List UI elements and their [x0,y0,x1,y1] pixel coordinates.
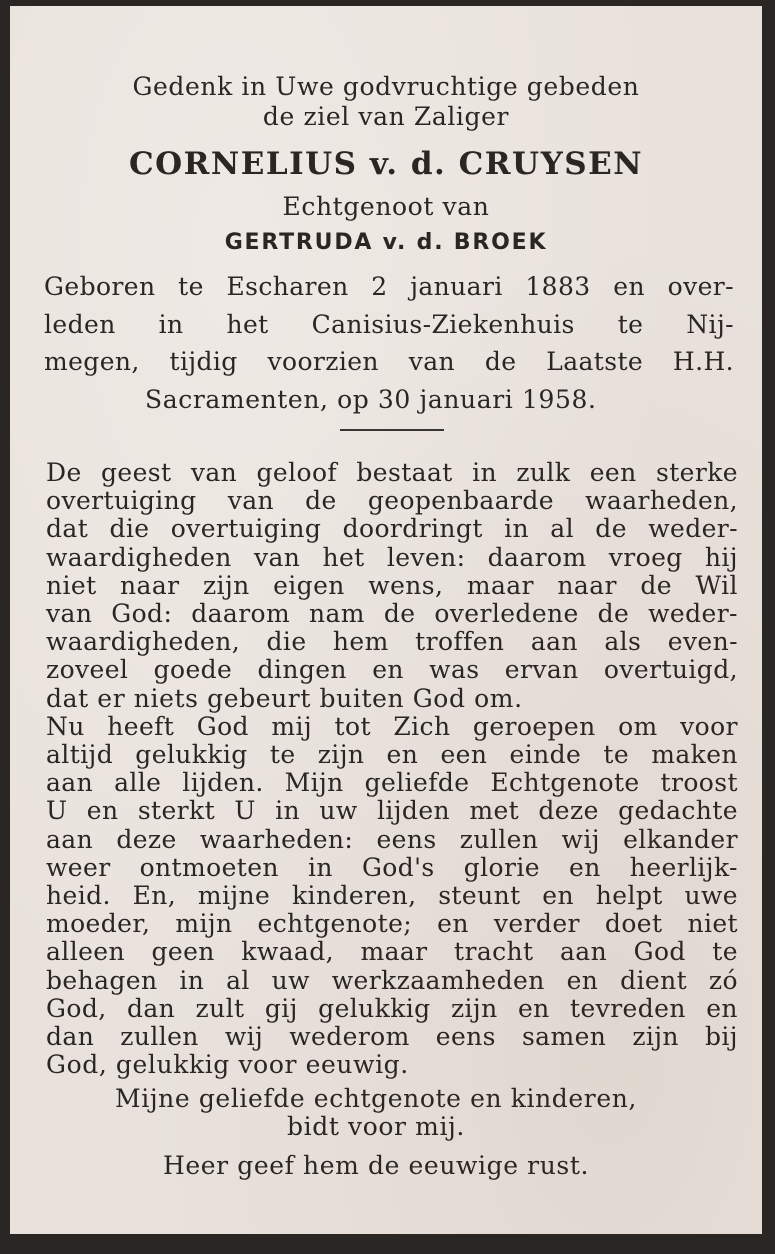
word: overledene [434,599,579,628]
word: en [566,965,599,995]
word: waardigheden, [46,627,241,657]
word: altijd [46,740,114,769]
word: ontmoeten [139,852,279,882]
word: God: [111,599,173,628]
text-line [46,994,738,1023]
word: een [589,458,637,487]
text-line [46,740,738,769]
word: daarom [191,599,291,628]
word: te [178,272,204,301]
word: overtuiging [170,514,322,544]
word: die [109,514,150,544]
word: al [550,514,574,544]
word: en [386,740,419,769]
word: de [640,570,672,600]
word: een [440,740,488,769]
word: was [429,655,480,685]
word: en [372,655,404,685]
spouse-prefix: Echtgenoot van [282,192,490,221]
word: hem [332,627,389,657]
word: troost [660,768,738,798]
word: dient [620,965,688,995]
word: wij [224,1022,264,1051]
word: waarheden, [585,486,738,516]
word: God's [361,852,435,882]
word: heeft [107,711,175,741]
word: van [227,486,275,516]
word: steunt [438,881,521,910]
word: lijden [376,796,451,826]
word: waardigheden [46,542,232,572]
word: troffen [415,627,505,657]
text-line [46,458,738,487]
word: doordringt [342,514,483,544]
word: zijn [202,570,250,600]
word: leden [44,310,116,339]
word: kwaad, [241,937,334,967]
word: gelukkig [135,740,248,769]
word: En, [132,881,177,910]
text-line [46,599,738,628]
word: 1883 [525,272,591,301]
closing-line-2: bidt voor mij. [287,1112,465,1141]
word: maar [466,570,534,600]
divider-rule [340,429,444,431]
text-line [46,627,738,656]
word: de [595,514,627,544]
word: alle [114,768,162,798]
text-line [46,909,738,938]
word: Geboren [44,272,156,301]
word: Echtgenote [490,768,640,798]
word: H.H. [672,347,734,376]
word: gelukkig [318,993,431,1023]
word: God, [46,993,107,1023]
word: in [472,458,497,487]
word: glorie [463,852,540,882]
word: samen [521,1022,607,1051]
word: van [46,599,93,628]
text-line [46,796,738,825]
word: uw [271,965,310,995]
word: en [706,993,738,1023]
word: dan [46,1022,95,1051]
word: in [179,965,205,995]
word: Escharen [226,272,349,301]
word: Zich [393,711,451,741]
memorial-card [10,6,762,1234]
text-line [44,310,734,339]
word: tevreden [570,993,686,1023]
word: geen [151,937,215,967]
word: God [633,937,686,967]
word: gedachte [618,796,738,826]
word: Mijn [284,768,344,798]
word: hij [704,542,738,572]
word: deze [116,824,177,854]
text-line [46,543,738,572]
word: en [86,796,119,826]
word: van [190,458,238,487]
word: aan [530,627,578,657]
word: daarom [487,542,587,572]
word: werkzaamheden [331,965,545,995]
word: geroepen [472,711,596,741]
word: leven: [386,542,466,572]
word: in [504,514,529,544]
word: doet [604,909,663,939]
word: De [46,458,82,487]
word: eens [435,1022,496,1051]
word: aan [46,768,94,798]
word: heid. [46,881,111,910]
word: weer [46,852,111,882]
word: zult [195,993,245,1023]
word: wederom [289,1022,410,1051]
word: voor [680,711,738,741]
word: U [46,796,68,826]
intro-line-1: Gedenk in Uwe godvruchtige gebeden [132,72,640,101]
word: heerlijk- [629,852,738,882]
text-line [44,347,734,376]
word: God [196,711,249,741]
word: en [437,909,469,939]
word: zó [708,965,738,995]
word: met [469,796,520,826]
word: te [617,310,644,339]
text-line [46,825,738,854]
word: als [604,627,642,657]
word: goede [153,655,233,685]
word: eens [376,824,437,854]
word: zijn [632,1022,679,1051]
text-line [46,514,738,543]
word: en [613,272,645,301]
word: zullen [120,1022,199,1051]
word: het [226,310,269,339]
word: maken [651,740,738,769]
word: nam [309,599,365,628]
word: mijne [197,881,271,910]
word: en [542,881,574,910]
word: om [618,711,658,741]
word: januari [410,272,503,301]
text-line [46,1022,738,1051]
text-line [46,571,738,600]
word: naar [557,570,617,600]
word: deze [538,796,599,826]
word: Nij- [686,310,734,339]
word: zijn [317,740,365,769]
word: uwe [684,881,738,910]
word: U [234,796,256,826]
word: in [307,852,333,882]
word: einde [509,740,582,769]
word: in [158,310,184,339]
word: wens, [368,570,444,600]
word: overtuiging [46,486,197,516]
text-line [46,966,738,995]
word: sterkt [137,796,216,826]
word: geest [100,458,172,487]
word: te [269,740,296,769]
word: maar [360,937,428,967]
word: bestaat [356,458,453,487]
deceased-name: CORNELIUS v. d. CRUYSEN [128,146,644,182]
text-line [44,272,734,301]
word: sterke [655,458,738,487]
word: niet [46,570,97,600]
text-line: Sacramenten, op 30 januari 1958. [145,385,597,414]
text-line [46,937,738,966]
word: uw [319,796,358,826]
word: Laatste [546,347,644,376]
word: zullen [459,824,539,854]
word: te [712,937,738,967]
word: tot [334,711,371,741]
word: Canisius-Ziekenhuis [311,310,575,339]
word: en [517,993,550,1023]
word: vroeg [608,542,683,572]
word: tracht [454,937,534,967]
word: voorzien [267,347,379,376]
word: al [226,965,250,995]
word: geliefde [364,768,470,798]
word: niet [687,909,738,939]
word: van [253,542,301,572]
text-line [46,655,738,684]
word: even- [667,627,738,657]
text-line [46,486,738,515]
word: dan [126,993,176,1023]
word: mijn [175,909,233,939]
word: de [305,486,337,516]
word: moeder, [46,909,151,939]
word: te [603,740,630,769]
word: overtuigd, [603,655,738,685]
word: echtgenote; [257,909,413,939]
word: eigen [273,570,345,600]
word: elkander [623,824,738,854]
closing-line-1: Mijne geliefde echtgenote en kinderen, [115,1084,637,1113]
word: alleen [46,937,125,967]
word: waarheden: [199,824,354,854]
word: weder- [648,514,738,544]
word: de [383,599,416,628]
word: Nu [46,711,85,741]
spouse-name: GERTRUDA v. d. BROEK [224,230,548,255]
word: van [408,347,456,376]
text-line [46,768,738,797]
word: geloof [256,458,338,487]
word: de [597,599,630,628]
word: zoveel [46,655,129,685]
word: megen, [44,347,140,376]
word: zijn [450,993,498,1023]
word: tijdig [169,347,238,376]
word: naar [120,570,180,600]
intro-line-2: de ziel van Zaliger [262,102,510,131]
word: gij [264,993,298,1023]
word: ervan [504,655,579,685]
word: de [484,347,517,376]
text-line [46,881,738,910]
word: 2 [371,272,388,301]
word: in [275,796,301,826]
word: weder- [648,599,738,628]
word: aan [559,937,608,967]
word: lijden. [182,768,264,798]
word: geopenbaarde [367,486,554,516]
word: zulk [516,458,571,487]
word: het [322,542,365,572]
word: bij [704,1022,738,1051]
text-line: dat er niets gebeurt buiten God om. [46,683,523,713]
word: Wil [695,570,738,600]
text-line: God, gelukkig voor eeuwig. [46,1050,409,1080]
closing-prayer: Heer geef hem de eeuwige rust. [162,1151,590,1180]
word: wij [561,824,600,854]
word: dingen [257,655,347,685]
word: over- [667,272,734,301]
word: behagen [46,965,158,995]
word: mij [271,711,313,741]
word: aan [46,824,94,854]
text-line [46,853,738,882]
word: die [266,627,307,657]
word: helpt [595,881,663,910]
word: en [569,852,601,882]
word: verder [493,909,580,939]
text-line [46,712,738,741]
word: dat [46,514,89,544]
word: kinderen, [292,881,417,910]
